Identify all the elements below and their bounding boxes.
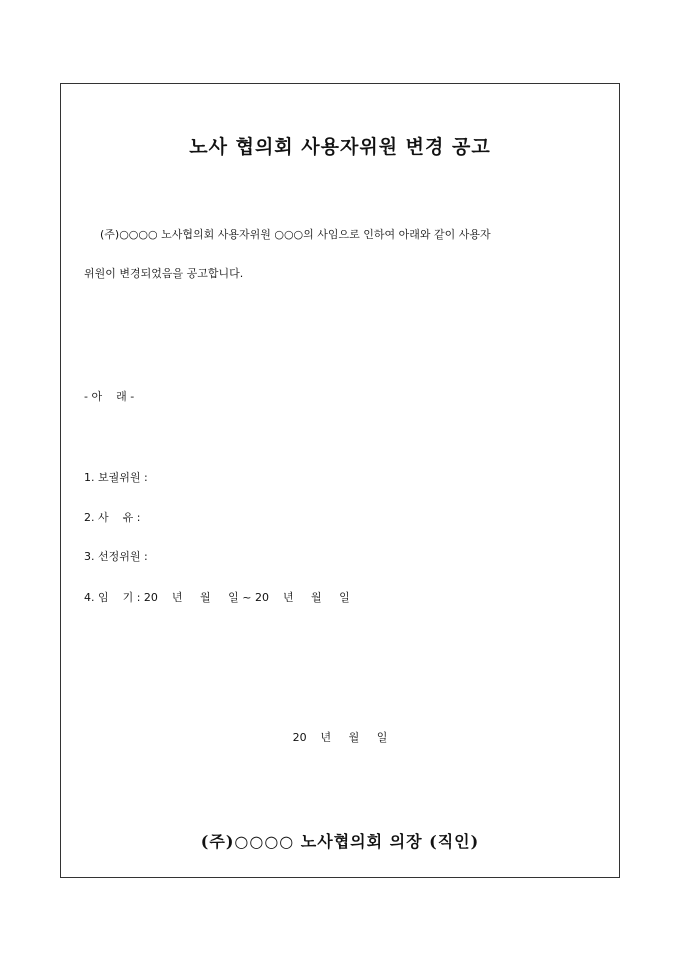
document-title: 노사 협의회 사용자위원 변경 공고 — [189, 136, 491, 158]
signature-line: (주)○○○○ 노사협의회 의장 (직인) — [200, 832, 480, 851]
item-term: 4. 임 기 : 20 년 월 일 ~ 20 년 월 일 — [84, 591, 350, 604]
intro-line-2: 위원이 변경되었음을 공고합니다. — [84, 267, 244, 280]
item-replacement-member: 1. 보궐위원 : — [84, 471, 148, 484]
item-selected-member: 3. 선정위원 : — [84, 550, 148, 563]
date-line: 20 년 월 일 — [292, 731, 388, 744]
item-reason: 2. 사 유 : — [84, 511, 141, 524]
intro-line-1: (주)○○○○ 노사협의회 사용자위원 ○○○의 사임으로 인하여 아래와 같이 사용자 — [100, 228, 491, 241]
section-heading: - 아 래 - — [84, 390, 135, 403]
